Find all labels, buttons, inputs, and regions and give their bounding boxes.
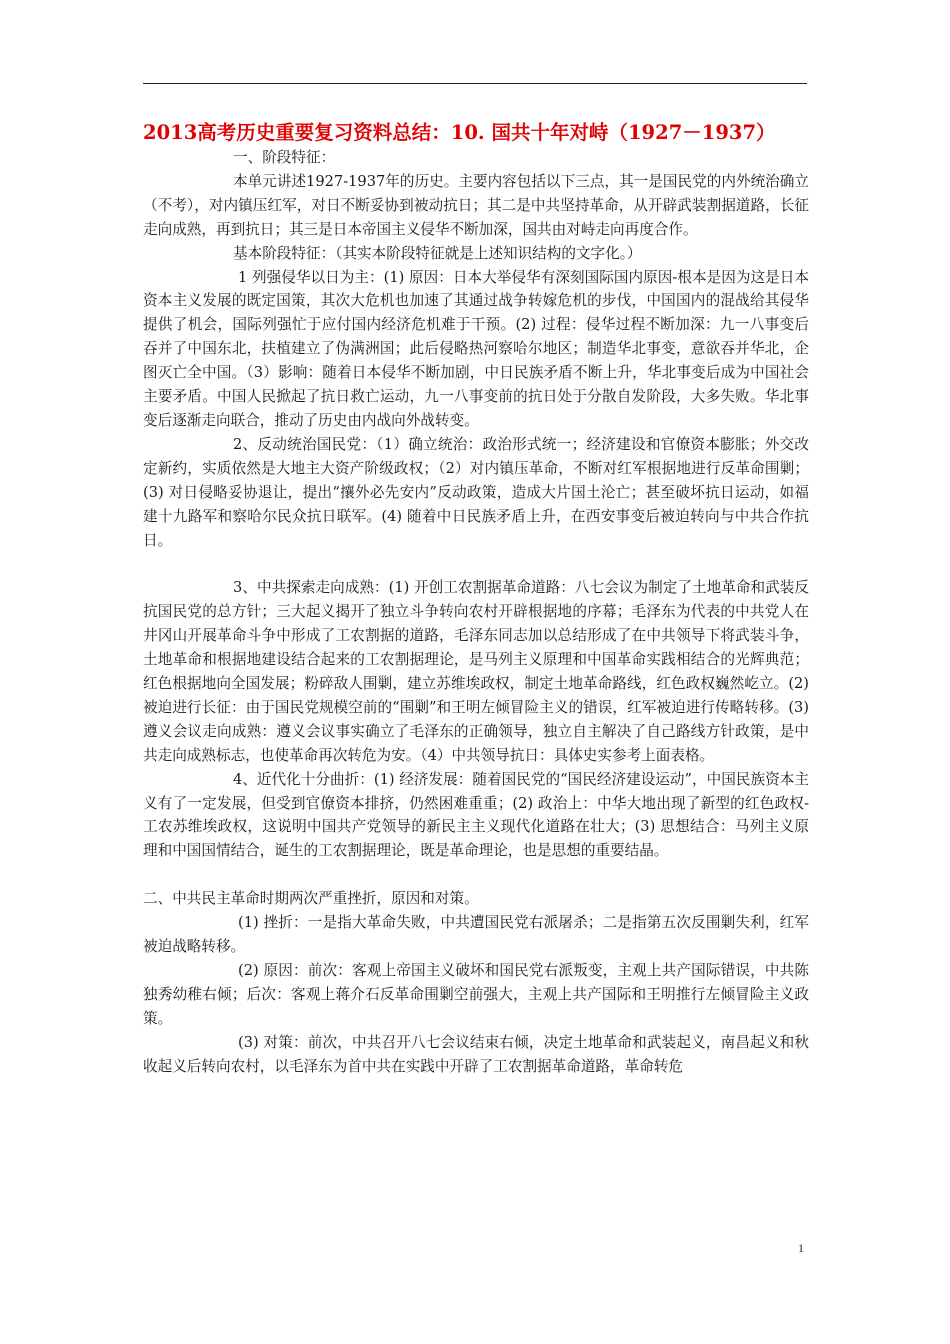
section-2-heading: 二、中共民主革命时期两次严重挫折，原因和对策。	[143, 890, 479, 908]
basic-features-line: 基本阶段特征：（其实本阶段特征就是上述知识结构的文字化。）	[233, 244, 642, 262]
setback-paragraph: (1) 挫折：一是指大革命失败，中共遭国民党右派屠杀；二是指第五次反围剿失利，红军被迫战略转移。	[143, 914, 809, 956]
point-2-paragraph: 2、反动统治国民党：（1）确立统治：政治形式统一；经济建设和官僚资本膨胀；外交改定新约，实质依然是大地主大资产阶级政权；（2）对内镇压革命，不断对红军根据地进行反革命围剿；(3) 对日侵略妥协退让，提出“攘外必先安内”反动政策，造成大片国土沦亡；甚至破坏抗日运动，如福建十九路军和察哈尔民众抗日联军。(4) 随着中日民族矛盾上升，在西安事变后被迫转向与中共合作抗日。	[143, 435, 809, 549]
countermeasure-paragraph: (3) 对策：前次，中共召开八七会议结束右倾，决定土地革命和武装起义，南昌起义和秋收起义后转向农村，以毛泽东为首中共在实践中开辟了工农割据革命道路，革命转危	[143, 1033, 809, 1075]
paragraph-gap	[143, 552, 809, 576]
cause-paragraph: (2) 原因：前次：客观上帝国主义破坏和国民党右派叛变，主观上共产国际错误，中共陈独秀幼稚右倾；后次：客观上蒋介石反革命围剿空前强大，主观上共产国际和王明推行左倾冒险主义政策。	[143, 962, 809, 1027]
point-1-paragraph: 1 列强侵华以日为主：(1) 原因：日本大举侵华有深刻国际国内原因-根本是因为这是日本资本主义发展的既定国策，其次大危机也加速了其通过战争转嫁危机的步伐，中国国内的混战给其侵华提供了机会，国际列强忙于应付国内经济危机难于干预。(2) 过程：侵华过程不断加深：九一八事变后吞并了中国东北，扶植建立了伪满洲国；此后侵略热河察哈尔地区；制造华北事变，意欲吞并华北，企图灭亡全中国。（3）影响：随着日本侵华不断加剧，中日民族矛盾不断上升，华北事变后成为中国社会主要矛盾。中国人民掀起了抗日救亡运动，九一八事变前的抗日处于分散自发阶段，大多失败。华北事变后逐渐走向联合，推动了历史由内战向外战转变。	[143, 268, 809, 429]
document-body	[143, 146, 809, 1079]
page-number: 1	[798, 1241, 804, 1255]
point-3-paragraph: 3、中共探索走向成熟：(1) 开创工农割据革命道路：八七会议为制定了土地革命和武装反抗国民党的总方针；三大起义揭开了独立斗争转向农村开辟根据地的序幕；毛泽东为代表的中共党人在井冈山开展革命斗争中形成了工农割据的道路，毛泽东同志加以总结形成了在中共领导下将武装斗争，土地革命和根据地建设结合起来的工农割据理论，是马列主义原理和中国革命实践相结合的光辉典范；红色根据地向全国发展；粉碎敌人围剿，建立苏维埃政权，制定土地革命路线，红色政权巍然屹立。(2) 被迫进行长征：由于国民党规模空前的“围剿”和王明左倾冒险主义的错误，红军被迫进行传略转移。(3) 遵义会议走向成熟：遵义会议事实确立了毛泽东的正确领导，独立自主解决了自己路线方针政策，是中共走向成熟标志，也使革命再次转危为安。（4）中共领导抗日：具体史实参考上面表格。	[143, 579, 809, 764]
point-4-paragraph: 4、近代化十分曲折：(1) 经济发展：随着国民党的“国民经济建设运动”，中国民族资本主义有了一定发展，但受到官僚资本排挤，仍然困难重重；(2) 政治上：中华大地出现了新型的红色政权-工农苏维埃政权，这说明中国共产党领导的新民主主义现代化道路在壮大；(3) 思想结合：马列主义原理和中国国情结合，诞生的工农割据理论，既是革命理论，也是思想的重要结晶。	[143, 770, 809, 860]
section-1-intro: 本单元讲述1927-1937年的历史。主要内容包括以下三点，其一是国民党的内外统治确立（不考），对内镇压红军，对日不断妥协到被动抗日；其二是中共坚持革命，从开辟武装割据道路，长征走向成熟，再到抗日；其三是日本帝国主义侵华不断加深，国共由对峙走向再度合作。	[143, 172, 809, 238]
paragraph-gap	[143, 863, 809, 887]
section-1-heading: 一、阶段特征：	[233, 149, 336, 166]
header-rule	[143, 83, 807, 84]
document-title: 2013高考历史重要复习资料总结：10. 国共十年对峙（1927－1937）	[143, 121, 776, 144]
